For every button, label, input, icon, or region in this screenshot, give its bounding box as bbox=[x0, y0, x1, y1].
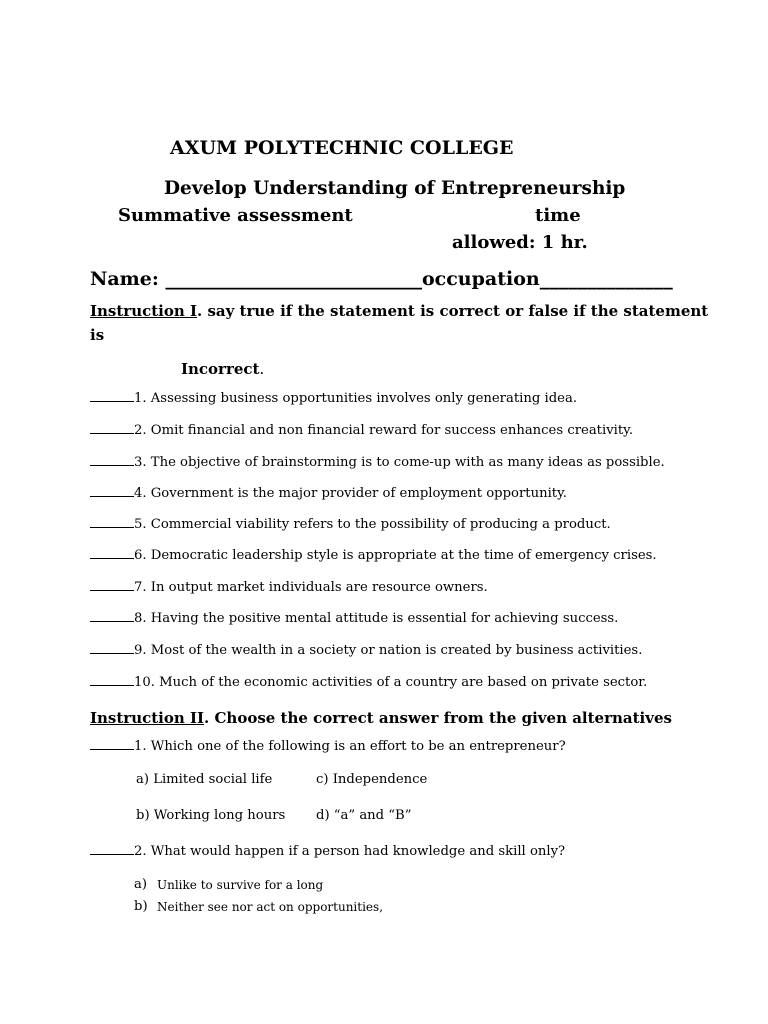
question-text: 2. Omit financial and non financial reward for success enhances creativity. bbox=[134, 423, 634, 438]
question-text: 4. Government is the major provider of employment opportunity. bbox=[134, 486, 567, 501]
option-b: b) Working long hours bbox=[136, 808, 286, 823]
course-title: Develop Understanding of Entrepreneurship bbox=[164, 178, 626, 199]
answer-blank[interactable] bbox=[90, 390, 134, 402]
question-text: 2. What would happen if a person had knowledge and skill only? bbox=[134, 844, 566, 859]
instruction-1-continuation: is bbox=[90, 326, 105, 344]
instruction-2 bbox=[90, 709, 672, 727]
question-text: 7. In output market individuals are resource owners. bbox=[134, 580, 488, 595]
answer-blank[interactable] bbox=[90, 738, 134, 750]
instruction-1-text: . say true if the statement is correct or false if the statement bbox=[197, 302, 709, 320]
option-a-marker: a) bbox=[134, 877, 148, 892]
question-row bbox=[90, 738, 566, 754]
option-d: d) “a” and “B” bbox=[316, 808, 412, 823]
question-row bbox=[90, 390, 577, 406]
question-row bbox=[90, 516, 611, 532]
question-text: 9. Most of the wealth in a society or nation is created by business activities. bbox=[134, 643, 643, 658]
answer-blank[interactable] bbox=[90, 547, 134, 559]
question-text: 5. Commercial viability refers to the possibility of producing a product. bbox=[134, 517, 611, 532]
question-row bbox=[90, 579, 488, 595]
incorrect-word: Incorrect bbox=[181, 360, 260, 378]
answer-blank[interactable] bbox=[90, 610, 134, 622]
instruction-1-label: Instruction I bbox=[90, 302, 198, 320]
question-text: 10. Much of the economic activities of a country are based on private sector. bbox=[134, 675, 648, 690]
time-allowed: allowed: 1 hr. bbox=[452, 232, 588, 253]
answer-blank[interactable] bbox=[90, 454, 134, 466]
answer-blank[interactable] bbox=[90, 516, 134, 528]
question-row bbox=[90, 485, 567, 501]
instruction-2-text: . Choose the correct answer from the given alternatives bbox=[204, 709, 672, 727]
answer-blank[interactable] bbox=[90, 642, 134, 654]
question-row bbox=[90, 454, 665, 470]
question-row bbox=[90, 642, 642, 658]
question-row bbox=[90, 547, 657, 563]
answer-blank[interactable] bbox=[90, 422, 134, 434]
answer-blank[interactable] bbox=[90, 485, 134, 497]
question-text: 3. The objective of brainstorming is to come-up with as many ideas as possible. bbox=[134, 455, 665, 470]
option-a-text: Unlike to survive for a long bbox=[157, 878, 324, 892]
option-c: c) Independence bbox=[316, 772, 428, 787]
question-row bbox=[90, 610, 618, 626]
instruction-1-incorrect bbox=[181, 360, 264, 378]
instruction-2-label: Instruction II bbox=[90, 709, 205, 727]
answer-blank[interactable] bbox=[90, 674, 134, 686]
option-b-text: Neither see nor act on opportunities, bbox=[157, 900, 384, 914]
option-a: a) Limited social life bbox=[136, 772, 273, 787]
answer-blank[interactable] bbox=[90, 579, 134, 591]
question-row bbox=[90, 674, 647, 690]
name-occupation-row: Name: ___________________________occupation______________ bbox=[90, 268, 673, 290]
incorrect-dot: . bbox=[259, 360, 265, 378]
question-text: 8. Having the positive mental attitude is essential for achieving success. bbox=[134, 611, 619, 626]
option-b-marker: b) bbox=[134, 899, 148, 914]
time-label: time bbox=[535, 205, 581, 226]
question-text: 6. Democratic leadership style is appropriate at the time of emergency crises. bbox=[134, 548, 657, 563]
question-row bbox=[90, 843, 565, 859]
college-name: AXUM POLYTECHNIC COLLEGE bbox=[170, 137, 514, 159]
assessment-type: Summative assessment bbox=[118, 205, 353, 226]
instruction-1 bbox=[90, 302, 708, 320]
question-row bbox=[90, 422, 633, 438]
answer-blank[interactable] bbox=[90, 843, 134, 855]
question-text: 1. Assessing business opportunities involves only generating idea. bbox=[134, 391, 578, 406]
question-text: 1. Which one of the following is an effort to be an entrepreneur? bbox=[134, 739, 566, 754]
